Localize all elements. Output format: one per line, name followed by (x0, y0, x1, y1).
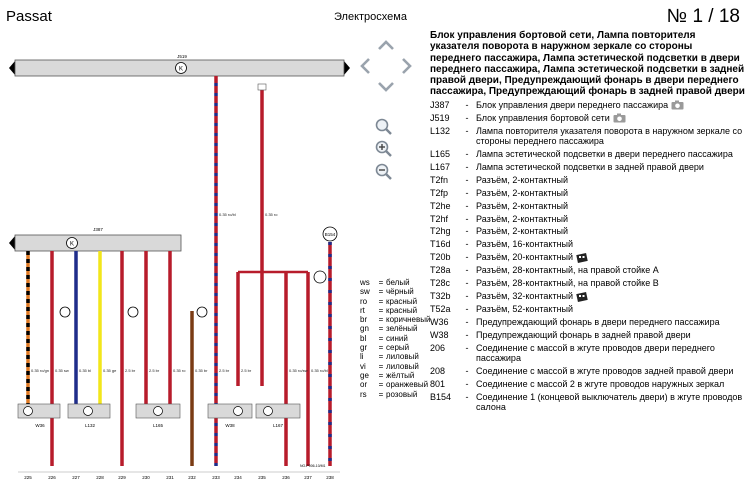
component-row (430, 379, 746, 390)
legend-row (360, 380, 430, 389)
legend-code: bl (360, 333, 367, 343)
component-row (430, 126, 746, 147)
ground-801 (60, 307, 70, 317)
legend-code: rs (360, 389, 367, 399)
legend-code: sw (360, 287, 370, 297)
wire-label: 0.35 ro/gn (31, 368, 50, 373)
component-desc: Разъём, 28-контактный, на правой стойке В (476, 278, 659, 289)
zoom-reset-icon[interactable] (374, 117, 394, 137)
component-row (430, 239, 746, 250)
component-l167-label: L167 (272, 423, 284, 428)
brand-label: Passat (6, 8, 52, 25)
bus-left-arrow (9, 61, 15, 75)
wire-label: 0.35 sw (55, 368, 69, 373)
component-dash: - (465, 200, 469, 211)
description-panel (430, 30, 746, 415)
component-dash: - (465, 366, 469, 377)
component-l165-label: L165 (152, 423, 164, 428)
column-number: 227 (72, 475, 80, 480)
component-desc: Соединение 1 (концевой выключатель двери) в жгуте проводов салона (476, 391, 743, 413)
arrow-down-icon[interactable] (379, 83, 393, 90)
legend-name: красный (386, 305, 418, 315)
wire-label: 0.35 bl (79, 368, 92, 373)
component-code: J519 (430, 112, 450, 123)
component-code: T2fn (430, 174, 449, 185)
component-dash: - (465, 265, 469, 276)
component-dash: - (465, 329, 469, 340)
component-row (430, 330, 746, 341)
component-desc: Предупреждающий фонарь в двери переднего пассажира (476, 316, 720, 327)
component-dash: - (465, 378, 469, 389)
legend-equals: = (378, 352, 384, 362)
component-dash: - (465, 278, 469, 289)
footer-code: NO-P006-10/M1 (300, 464, 326, 468)
component-dash: - (465, 316, 469, 327)
legend-equals: = (378, 380, 384, 390)
bus-j519-marker-label: K (178, 66, 184, 73)
component-desc: Соединение с массой в жгуте проводов задней правой двери (476, 366, 734, 377)
bus-j387-marker-label: K (69, 241, 75, 248)
component-dash: - (465, 99, 469, 110)
legend-name: чёрный (386, 287, 414, 297)
component-l132-label: L132 (84, 423, 96, 428)
component-row (430, 317, 746, 328)
camera-icon[interactable] (613, 113, 626, 123)
component-row (430, 366, 746, 377)
legend-name: красный (386, 296, 418, 306)
legend-equals: = (378, 370, 384, 380)
component-row (430, 343, 746, 364)
legend-code: rt (360, 305, 365, 315)
component-desc: Разъём, 52-контактный (476, 303, 574, 314)
component-row (430, 226, 746, 237)
component-row (430, 392, 746, 413)
component-code: 206 (430, 342, 446, 353)
component-code: L132 (430, 125, 451, 136)
legend-row (360, 324, 430, 333)
zoom-in-icon[interactable] (374, 139, 394, 159)
bus-j387-label: J387 (93, 227, 103, 232)
component-desc: Разъём, 20-контактный (476, 252, 746, 263)
component-dash: - (465, 239, 469, 250)
component-desc: Разъём, 2-контактный (476, 213, 569, 224)
component-dash: - (465, 342, 469, 353)
legend-name: зелёный (386, 324, 418, 334)
column-numbers (24, 475, 334, 480)
legend-code: ro (360, 296, 368, 306)
column-number: 236 (282, 475, 290, 480)
ground-206 (128, 307, 138, 317)
legend-row (360, 287, 430, 296)
wire-label: 2.5 br (125, 368, 136, 373)
component-desc: Разъём, 2-контактный (476, 200, 569, 211)
component-desc: Лампа эстетической подсветки в двери переднего пассажира (476, 149, 733, 160)
component-w38-label: W38 (225, 423, 235, 428)
component-row (430, 265, 746, 276)
wire-label: 0.35 ro (265, 212, 278, 217)
component-desc: Соединение с массой в жгуте проводов двери переднего пассажира (476, 342, 715, 364)
component-code: T32b (430, 290, 451, 301)
component-code: W36 (430, 316, 449, 327)
legend-equals: = (378, 361, 384, 371)
wire-label: 0.35 ge (103, 368, 117, 373)
wire-label: 2.5 br (241, 368, 252, 373)
component-row (430, 252, 746, 263)
component-l132[interactable] (68, 404, 110, 428)
legend-row (360, 371, 430, 380)
legend-name: лиловый (386, 361, 419, 371)
wire-label: 2.5 br (219, 368, 230, 373)
panel-title: Блок управления бортовой сети, Лампа повторителя указателя поворота в наружном зеркале со стороны переднего пассажира, Лампа эстетической подсветки в двери переднего пассажира, Лампа эстетической подсветки в задней правой двери, Предупреждающий фонарь в двери переднего пассажира, Предупреждающий фонарь в задней правой двери (430, 30, 745, 98)
component-dash: - (465, 174, 469, 185)
column-number: 233 (212, 475, 220, 480)
component-dash: - (465, 187, 469, 198)
arrow-left-icon[interactable] (362, 59, 369, 73)
connector-t52a (258, 84, 266, 90)
legend-name: жёлтый (386, 370, 415, 380)
component-row (430, 100, 746, 111)
component-dash: - (465, 162, 469, 172)
legend-code: gn (360, 324, 369, 334)
legend-name: оранжевый (386, 380, 429, 390)
legend-name: белый (386, 278, 410, 287)
column-number: 237 (304, 475, 312, 480)
arrow-right-icon[interactable] (403, 59, 410, 73)
component-code: L165 (430, 149, 451, 160)
component-list (430, 100, 746, 413)
component-code: T20b (430, 252, 451, 263)
legend-equals: = (378, 389, 384, 399)
legend-code: or (360, 380, 368, 390)
component-row (430, 113, 746, 124)
component-row (430, 278, 746, 289)
legend-equals: = (378, 305, 384, 315)
component-row (430, 304, 746, 315)
schematic-title: Электросхема (334, 11, 407, 23)
component-row (430, 291, 746, 302)
legend-equals: = (378, 278, 384, 287)
component-code: T2hg (430, 226, 451, 237)
wire-label: 0.35 ro (173, 368, 186, 373)
column-number: 230 (142, 475, 150, 480)
column-number: 238 (326, 475, 334, 480)
legend-code: gr (360, 343, 368, 353)
wire-label: 0.35 ro/sw (289, 368, 308, 373)
component-desc: Разъём, 2-контактный (476, 226, 569, 237)
component-dash: - (465, 112, 469, 123)
column-number: 228 (96, 475, 104, 480)
component-code: W38 (430, 329, 449, 340)
component-row (430, 162, 746, 173)
legend-code: ge (360, 370, 369, 380)
connector-t16d (197, 307, 207, 317)
component-desc: Блок управления двери переднего пассажира (476, 100, 746, 111)
page-counter: № 1 / 18 (666, 6, 740, 27)
component-code: J387 (430, 99, 450, 110)
wire-label: 2.5 br (149, 368, 160, 373)
component-code: L167 (430, 162, 451, 172)
component-w36-label: W36 (35, 423, 45, 428)
column-number: 225 (24, 475, 32, 480)
component-desc: Разъём, 28-контактный, на правой стойке А (476, 265, 659, 276)
legend-code: ws (360, 278, 370, 287)
component-desc: Разъём, 32-контактный (476, 291, 746, 302)
component-code: T2fp (430, 187, 449, 198)
component-dash: - (465, 149, 469, 160)
component-code: T2hf (430, 213, 449, 224)
component-row (430, 149, 746, 160)
legend-row (360, 315, 430, 324)
component-desc: Лампа повторителя указателя поворота в наружном зеркале со стороны переднего пассажира (476, 125, 743, 147)
arrow-up-icon[interactable] (379, 42, 393, 49)
connector-icon[interactable] (576, 253, 589, 263)
component-desc: Предупреждающий фонарь в задней правой двери (476, 329, 691, 340)
component-code: T16d (430, 239, 451, 250)
component-row (430, 188, 746, 199)
component-dash: - (465, 303, 469, 314)
wire-label: 0.35 ro/bl (311, 368, 328, 373)
legend-row (360, 343, 430, 352)
bus-j519-label: J519 (177, 54, 187, 59)
legend-row (360, 334, 430, 343)
component-dash: - (465, 226, 469, 237)
component-dash: - (465, 391, 469, 402)
legend-name: коричневый (386, 315, 431, 325)
component-code: 801 (430, 378, 446, 389)
legend-name: розовый (386, 389, 418, 399)
legend-equals: = (378, 287, 384, 297)
ground-b154-label: B154 (324, 232, 336, 237)
column-number: 234 (234, 475, 242, 480)
legend-code: br (360, 315, 368, 325)
bus-j387 (15, 235, 181, 251)
component-desc: Разъём, 2-контактный (476, 174, 569, 185)
legend-name: лиловый (386, 352, 419, 362)
column-number: 226 (48, 475, 56, 480)
component-dash: - (465, 290, 469, 301)
column-number: 229 (118, 475, 126, 480)
zoom-out-icon[interactable] (374, 162, 394, 182)
wire-label: 0.35 br (195, 368, 208, 373)
legend-equals: = (378, 343, 384, 353)
component-code: T52a (430, 303, 451, 314)
connector-icon[interactable] (576, 292, 589, 302)
component-code: B154 (430, 391, 452, 402)
component-l165[interactable] (136, 404, 180, 428)
legend-row (360, 390, 430, 399)
component-desc: Блок управления бортовой сети (476, 113, 746, 124)
legend-row (360, 362, 430, 371)
component-code: T28c (430, 278, 451, 289)
wire-label: 0.35 ro/bl (219, 212, 236, 217)
legend-row (360, 297, 430, 306)
component-row (430, 201, 746, 212)
wire-color-legend (360, 278, 430, 399)
wiring-diagram[interactable] (0, 26, 352, 504)
component-dash: - (465, 252, 469, 263)
column-number: 231 (166, 475, 174, 480)
component-dash: - (465, 213, 469, 224)
component-desc: Разъём, 2-контактный (476, 187, 569, 198)
legend-equals: = (378, 315, 384, 325)
legend-row (360, 306, 430, 315)
camera-icon[interactable] (671, 100, 684, 110)
component-l167[interactable] (256, 404, 300, 428)
column-number: 235 (258, 475, 266, 480)
legend-code: vi (360, 361, 366, 371)
legend-row (360, 352, 430, 361)
component-row (430, 214, 746, 225)
legend-equals: = (378, 333, 384, 343)
legend-equals: = (378, 296, 384, 306)
column-number: 232 (188, 475, 196, 480)
component-desc: Соединение с массой 2 в жгуте проводов наружных зеркал (476, 378, 725, 389)
component-dash: - (465, 125, 469, 136)
legend-name: синий (386, 333, 408, 343)
component-code: T2he (430, 200, 451, 211)
legend-row (360, 278, 430, 287)
component-row (430, 175, 746, 186)
bus-mid-left-arrow (9, 236, 15, 250)
bus-right-arrow (344, 61, 350, 75)
legend-name: серый (386, 343, 410, 353)
pan-navigation (356, 36, 416, 96)
component-desc: Лампа эстетической подсветки в задней правой двери (476, 162, 704, 172)
ground-208 (314, 271, 326, 283)
component-code: 208 (430, 366, 446, 377)
legend-code: li (360, 352, 364, 362)
component-code: T28a (430, 265, 451, 276)
legend-equals: = (378, 324, 384, 334)
component-desc: Разъём, 16-контактный (476, 239, 574, 250)
